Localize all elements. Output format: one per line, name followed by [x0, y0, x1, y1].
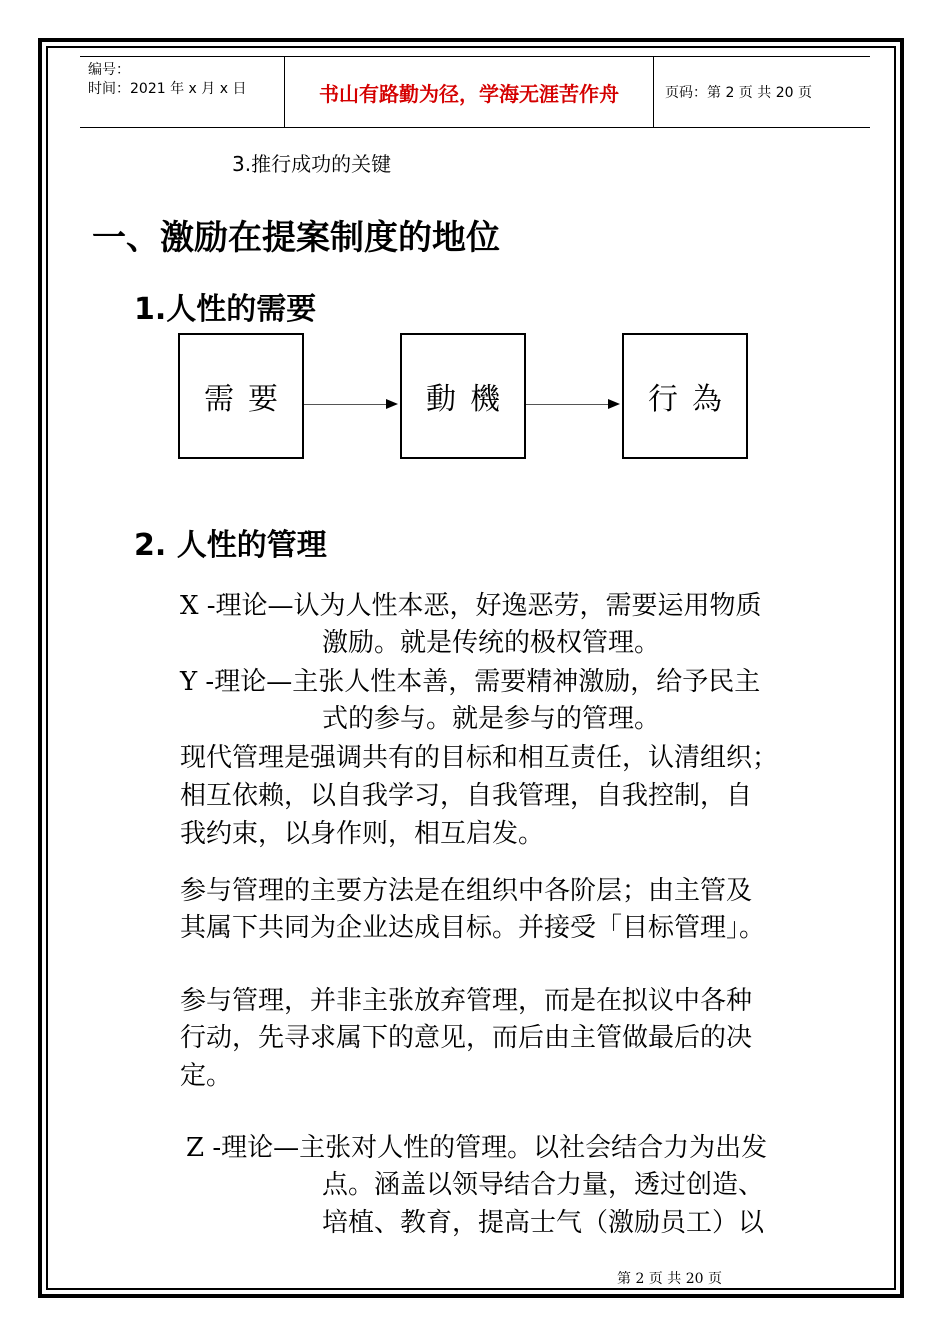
y-theory-line-2: 式的参与。就是参与的管理。 [322, 704, 661, 734]
flow-box-motive [400, 333, 526, 459]
page-footer: 第 2 页 共 20 页 [617, 1271, 722, 1287]
header-meta [88, 61, 246, 99]
x-theory-line-1: X -理论—认为人性本恶，好逸恶劳，需要运用物质 [180, 591, 762, 621]
participation-line-1: 参与管理的主要方法是在组织中各阶层；由主管及 [180, 876, 753, 906]
modern-mgmt-line-3: 我约束，以身作则，相互启发。 [180, 819, 545, 849]
y-theory-line-1: Y -理论—主张人性本善，需要精神激励，给予民主 [180, 667, 761, 697]
z-theory-line-3: 培植、教育，提高士气（激励员工）以 [322, 1208, 765, 1238]
header-motto: 书山有路勤为径，学海无涯苦作舟 [319, 81, 619, 106]
participation2-line-2: 行动，先寻求属下的意见，而后由主管做最后的决 [180, 1023, 753, 1053]
subsection-title-1: 1.人性的需要 [134, 292, 317, 327]
subsection-title-2: 2. 人性的管理 [134, 528, 327, 563]
x-theory-line-2: 激励。就是传统的极权管理。 [322, 628, 661, 658]
participation-line-2: 其属下共同为企业达成目标。并接受「目标管理」。 [180, 913, 766, 943]
document-header [80, 56, 870, 128]
flow-box-behavior [622, 333, 748, 459]
arrowhead-2-icon [608, 399, 620, 409]
subheading: 3.推行成功的关键 [232, 152, 392, 176]
doc-number-label: 编号： [88, 62, 130, 78]
flow-label-motive: 動機 [426, 382, 514, 417]
arrowhead-1-icon [386, 399, 398, 409]
modern-mgmt-line-1: 现代管理是强调共有的目标和相互责任，认清组织； [180, 743, 779, 773]
z-theory-line-1: Z -理论—主张对人性的管理。以社会结合力为出发 [186, 1133, 768, 1163]
section-title: 一、激励在提案制度的地位 [92, 218, 500, 258]
participation2-line-1: 参与管理，并非主张放弃管理，而是在拟议中各种 [180, 986, 753, 1016]
header-page-info: 页码：第 2 页 共 20 页 [665, 85, 812, 101]
modern-mgmt-line-2: 相互依赖，以自我学习，自我管理，自我控制，自 [180, 781, 753, 811]
flow-box-need [178, 333, 304, 459]
z-theory-line-2: 点。涵盖以领导结合力量，透过创造、 [322, 1170, 765, 1200]
header-motto-cell [284, 57, 654, 127]
doc-date: 时间：2021 年 x 月 x 日 [88, 81, 247, 97]
flow-label-behavior: 行為 [648, 382, 736, 417]
flow-arrow-2 [526, 404, 616, 405]
flow-arrow-1 [304, 404, 394, 405]
participation2-line-3: 定。 [180, 1061, 233, 1091]
flow-label-need: 需要 [204, 382, 292, 417]
